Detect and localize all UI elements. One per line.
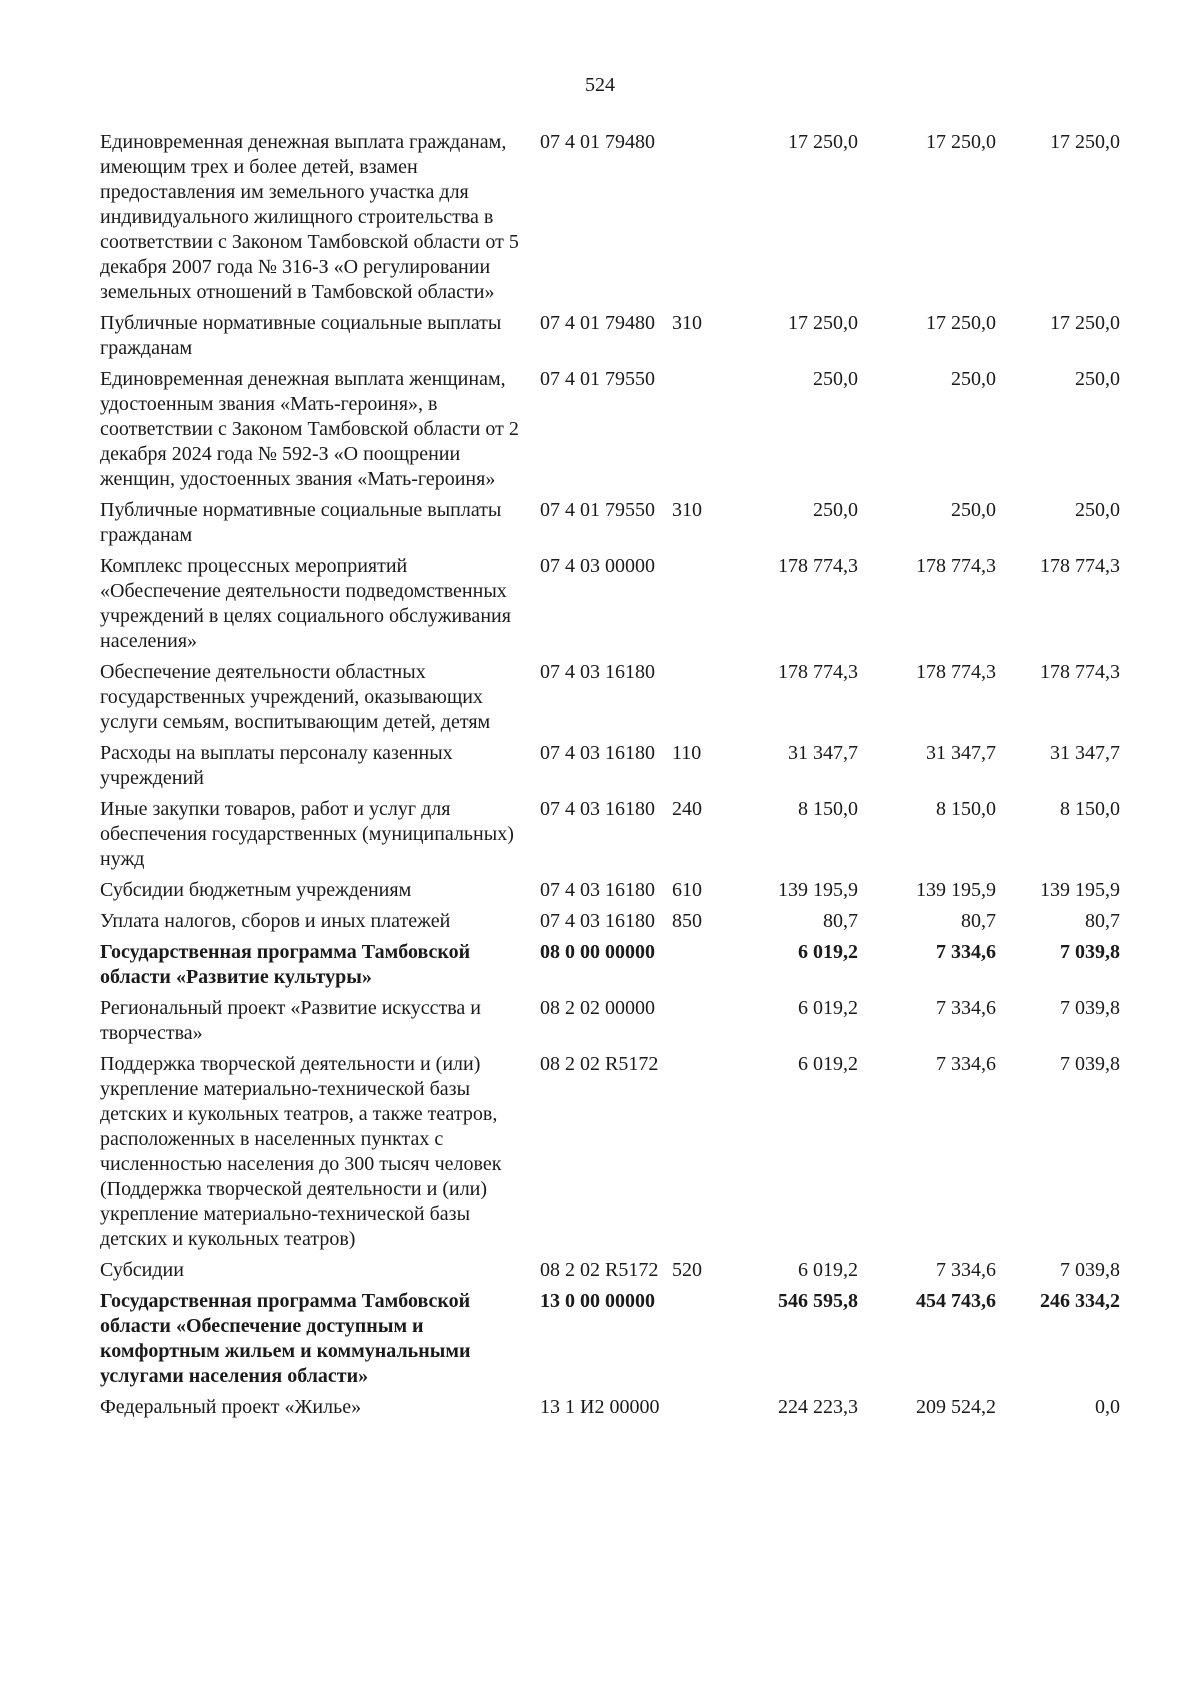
row-value-1: 178 774,3 [778,555,858,577]
row-code: 08 2 02 00000 [540,997,655,1019]
row-expense-type: 520 [672,1259,702,1281]
row-value-1: 250,0 [813,499,858,521]
table-row [100,367,1180,492]
row-name: Расходы на выплаты персоналу казенных учреждений [100,742,453,789]
row-value-3: 246 334,2 [1040,1290,1120,1312]
row-name: Единовременная денежная выплата гражданам, имеющим трех и более детей, взамен предоставления им земельного участка для индивидуального жилищного строительства в соответствии с Законом Тамбовской области от 5 декабря 2007 года № 316-З «О регулировании земельных отношений в Тамбовской области» [100,131,519,303]
table-row [100,554,1180,654]
row-value-2: 178 774,3 [916,555,996,577]
row-value-3: 178 774,3 [1040,555,1120,577]
table-row [100,741,1180,791]
table-row [100,1258,1180,1283]
row-name: Региональный проект «Развитие искусства и творчества» [100,997,481,1044]
row-value-3: 139 195,9 [1040,879,1120,901]
row-code: 07 4 03 16180 [540,661,655,683]
row-value-2: 250,0 [951,499,996,521]
budget-table [100,130,1180,1426]
row-value-3: 178 774,3 [1040,661,1120,683]
row-expense-type: 240 [672,798,702,820]
row-code: 07 4 03 16180 [540,798,655,820]
row-value-1: 6 019,2 [798,997,858,1019]
row-expense-type: 310 [672,312,702,334]
row-value-2: 7 334,6 [936,941,996,963]
row-value-3: 7 039,8 [1060,1053,1120,1075]
row-value-2: 178 774,3 [916,661,996,683]
row-value-1: 17 250,0 [788,312,858,334]
row-value-1: 139 195,9 [778,879,858,901]
table-row [100,909,1180,934]
table-row [100,797,1180,872]
row-value-3: 17 250,0 [1050,312,1120,334]
row-code: 07 4 03 16180 [540,742,655,764]
row-code: 07 4 01 79550 [540,368,655,390]
row-code: 07 4 03 00000 [540,555,655,577]
row-name: Публичные нормативные социальные выплаты гражданам [100,312,502,359]
row-code: 07 4 01 79480 [540,131,655,153]
row-value-2: 209 524,2 [916,1396,996,1418]
row-name: Субсидии бюджетным учреждениям [100,879,412,901]
row-value-2: 454 743,6 [916,1290,996,1312]
row-value-2: 7 334,6 [936,997,996,1019]
row-value-1: 6 019,2 [798,1053,858,1075]
row-value-1: 80,7 [823,910,858,932]
row-value-2: 139 195,9 [916,879,996,901]
row-name: Публичные нормативные социальные выплаты гражданам [100,499,502,546]
table-row [100,996,1180,1046]
row-name: Поддержка творческой деятельности и (или) укрепление материально-технической базы детских и кукольных театров, а также театров, расположенных в населенных пунктах с численностью населения до 300 тысяч человек (Поддержка творческой деятельности и (или) укрепление материально-технической базы детских и кукольных театров) [100,1053,502,1250]
row-expense-type: 310 [672,499,702,521]
table-row [100,498,1180,548]
row-value-2: 31 347,7 [926,742,996,764]
row-value-1: 6 019,2 [798,1259,858,1281]
row-expense-type: 850 [672,910,702,932]
row-code: 07 4 01 79550 [540,499,655,521]
row-value-3: 7 039,8 [1060,1259,1120,1281]
row-code: 08 2 02 R5172 [540,1259,659,1281]
row-expense-type: 110 [672,742,702,764]
row-value-1: 250,0 [813,368,858,390]
row-value-2: 7 334,6 [936,1053,996,1075]
row-name: Уплата налогов, сборов и иных платежей [100,910,451,932]
row-name: Субсидии [100,1259,184,1281]
row-value-2: 17 250,0 [926,131,996,153]
row-value-3: 250,0 [1075,499,1120,521]
row-value-2: 8 150,0 [936,798,996,820]
table-row [100,660,1180,735]
row-value-2: 80,7 [961,910,996,932]
row-name: Иные закупки товаров, работ и услуг для обеспечения государственных (муниципальных) нужд [100,798,514,870]
row-name: Государственная программа Тамбовской области «Обеспечение доступным и комфортным жильем и коммунальными услугами населения области» [100,1290,471,1387]
row-code: 07 4 03 16180 [540,910,655,932]
page-number: 524 [585,74,615,96]
row-value-1: 8 150,0 [798,798,858,820]
row-name: Единовременная денежная выплата женщинам, удостоенным звания «Мать-героиня», в соответствии с Законом Тамбовской области от 2 декабря 2024 года № 592-З «О поощрении женщин, удостоенных звания «Мать-героиня» [100,368,519,490]
row-value-1: 31 347,7 [788,742,858,764]
row-value-1: 178 774,3 [778,661,858,683]
row-value-3: 8 150,0 [1060,798,1120,820]
row-code: 07 4 01 79480 [540,312,655,334]
row-value-3: 80,7 [1085,910,1120,932]
row-code: 08 2 02 R5172 [540,1053,659,1075]
row-value-2: 17 250,0 [926,312,996,334]
row-value-3: 17 250,0 [1050,131,1120,153]
row-value-2: 250,0 [951,368,996,390]
row-value-1: 546 595,8 [778,1290,858,1312]
row-value-1: 6 019,2 [798,941,858,963]
table-row [100,311,1180,361]
row-value-1: 17 250,0 [788,131,858,153]
row-name: Обеспечение деятельности областных государственных учреждений, оказывающих услуги семьям, воспитывающим детей, детям [100,661,491,733]
table-row [100,878,1180,903]
row-value-2: 7 334,6 [936,1259,996,1281]
row-code: 13 0 00 00000 [540,1290,655,1312]
row-name: Федеральный проект «Жилье» [100,1396,362,1418]
row-value-3: 7 039,8 [1060,997,1120,1019]
row-value-3: 31 347,7 [1050,742,1120,764]
row-value-3: 0,0 [1095,1396,1120,1418]
row-value-3: 250,0 [1075,368,1120,390]
table-row [100,1289,1180,1389]
table-row [100,1395,1180,1420]
row-expense-type: 610 [672,879,702,901]
row-value-1: 224 223,3 [778,1396,858,1418]
table-row [100,1052,1180,1252]
row-value-3: 7 039,8 [1060,941,1120,963]
row-code: 07 4 03 16180 [540,879,655,901]
table-row [100,130,1180,305]
table-row [100,940,1180,990]
row-name: Государственная программа Тамбовской области «Развитие культуры» [100,941,471,988]
row-code: 13 1 И2 00000 [540,1396,660,1418]
row-code: 08 0 00 00000 [540,941,655,963]
row-name: Комплекс процессных мероприятий «Обеспечение деятельности подведомственных учреждений в целях социального обслуживания населения» [100,555,511,652]
